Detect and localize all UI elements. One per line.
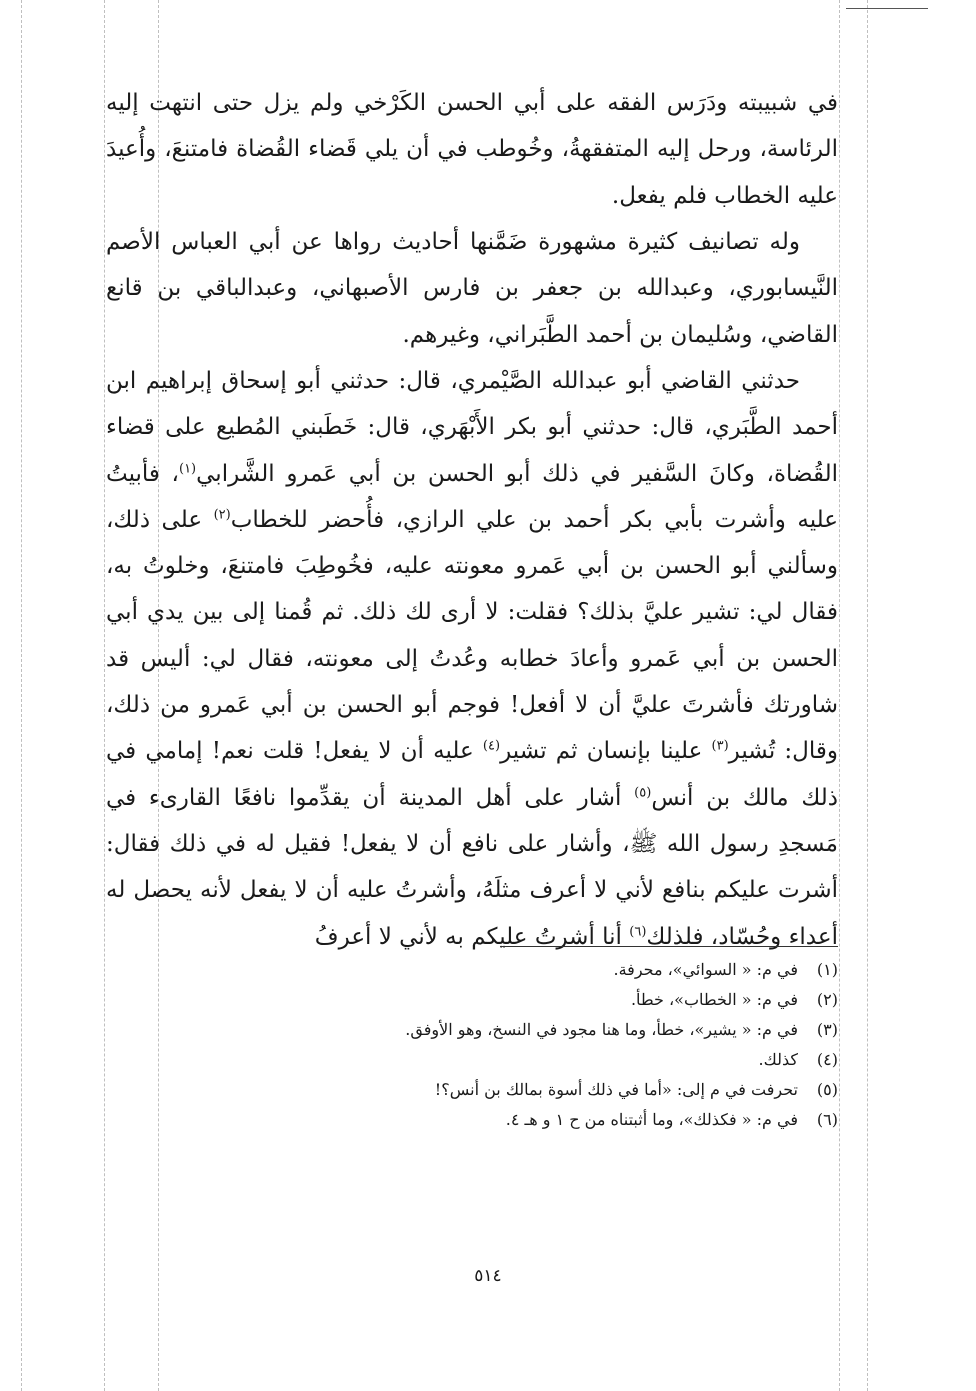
top-rule <box>846 8 928 9</box>
footnote-list <box>278 955 838 1135</box>
margin-guide <box>104 0 105 1391</box>
footnote-ref: (٢) <box>213 507 231 523</box>
margin-guide <box>839 0 840 1391</box>
text-run: علينا بإنسان ثم تشير <box>500 738 712 765</box>
text-run: أشار على أهل المدينة أن يقدِّموا نافعًا القارىء في مَسجدِ رسول الله ﷺ، وأشار على نافع أن لا يفعل! فقيل له في ذلك فقال: أشرت عليكم بنافع لأني لا أعرف مثلَهُ، وأشرتُ عليه أن لا يفعل لأنه يحصل له أعداء وحُسّاد، فلذلك <box>106 784 838 950</box>
paragraph-text: في شبيبته ودَرَس الفقه على أبي الحسن الكَرْخي ولم يزل حتى انتهت إليه الرئاسة، ورحل إليه المتفقهةُ، وخُوطب في أن يلي قَضاء القُضاة فامتنعَ، وأُعيدَ عليه الخطاب فلم يفعل. <box>106 90 838 209</box>
text-run: على ذلك، وسألني أبو الحسن بن أبي عَمرو معونته عليه، فخُوطِبَ فامتنعَ، وخلوتُ به، فقال لي: تشير عليَّ بذلك؟ فقلت: لا أرى لك ذلك. ثم قُمنا إلى بين يدي أبي الحسن بن أبي عَمرو وأعادَ خطابه وعُدتُ إلى معونته، فقال لي: أليس قد شاورتك فأشرتَ عليَّ أن لا أفعل! فوجم أبو الحسن بن أبي عَمرو من ذلك، وقال: تُشير <box>106 506 838 765</box>
footnote-number: (٥) <box>816 1080 838 1099</box>
footnote-ref: (٥) <box>634 785 652 801</box>
footnote <box>278 985 838 1015</box>
footnote-number: (٣) <box>816 1020 838 1039</box>
text-run: ، فأبيتُ عليه وأشرت بأبي بكر أحمد بن علي الرازي، فأُحضر للخطاب <box>106 460 838 533</box>
footnote-text: في م: « الخطاب»، خطأ. <box>630 990 798 1009</box>
paragraph-text <box>106 358 838 960</box>
footnote-text: تحرفت في م إلى: «أما في ذلك أسوة بمالك بن أنس؟! <box>434 1080 798 1099</box>
footnote-ref: (٤) <box>482 738 501 754</box>
footnote <box>278 955 838 985</box>
footnote-number: (٢) <box>816 990 838 1009</box>
text-run: عليه أن لا يفعل! قلت نعم! إمامي في ذلك مالك بن أنس <box>106 738 838 811</box>
margin-guide <box>867 0 868 1391</box>
margin-guide <box>21 0 22 1391</box>
footnote-ref: (٦) <box>629 923 647 939</box>
footnote-text: كذلك. <box>758 1050 798 1069</box>
body-paragraph <box>106 358 838 960</box>
footnote-number: (٤) <box>816 1050 838 1069</box>
footnote-ref: (١) <box>178 460 197 476</box>
footnote-text: في م: « السوائي»، محرفة. <box>613 960 798 979</box>
footnote-ref: (٣) <box>711 738 729 754</box>
footnote <box>278 1105 838 1135</box>
body-paragraph <box>106 80 838 219</box>
text-run: أنا أشرتُ عليكم به لأني لا أعرفُ <box>314 923 630 950</box>
footnote <box>278 1075 838 1105</box>
footnote-number: (١) <box>816 960 838 979</box>
footnote <box>278 1015 838 1045</box>
footnote-separator <box>500 946 838 947</box>
page-number: ٥١٤ <box>474 1266 502 1286</box>
paragraph-text: وله تصانيف كثيرة مشهورة ضَمَّنها أحاديث رواها عن أبي العباس الأصم النَّيسابوري، وعبدالله بن جعفر بن فارس الأصبهاني، وعبدالباقي بن قانع القاضي، وسُليمان بن أحمد الطَّبَراني، وغيرهم. <box>106 229 838 348</box>
body-paragraph <box>106 219 838 358</box>
text-run: حدثني القاضي أبو عبدالله الصَّيْمري، قال: حدثني أبو إسحاق إبراهيم ابن أحمد الطَّبَري، قال: حدثني أبو بكر الأَبْهَري، قال: خَطَبني المُطيع على قضاء القُضاة، وكانَ السَّفير في ذلك أبو الحسن بن أبي عَمرو الشَّرابي <box>106 368 838 487</box>
footnote <box>278 1045 838 1075</box>
footnote-text: في م: « فكذلك»، وما أثبتناه من ح ١ و هـ ٤. <box>505 1110 798 1129</box>
footnote-number: (٦) <box>816 1110 838 1129</box>
footnote-text: في م: « يشير»، خطأ، وما هنا مجود في النسخ، وهو الأوفق. <box>405 1020 798 1039</box>
